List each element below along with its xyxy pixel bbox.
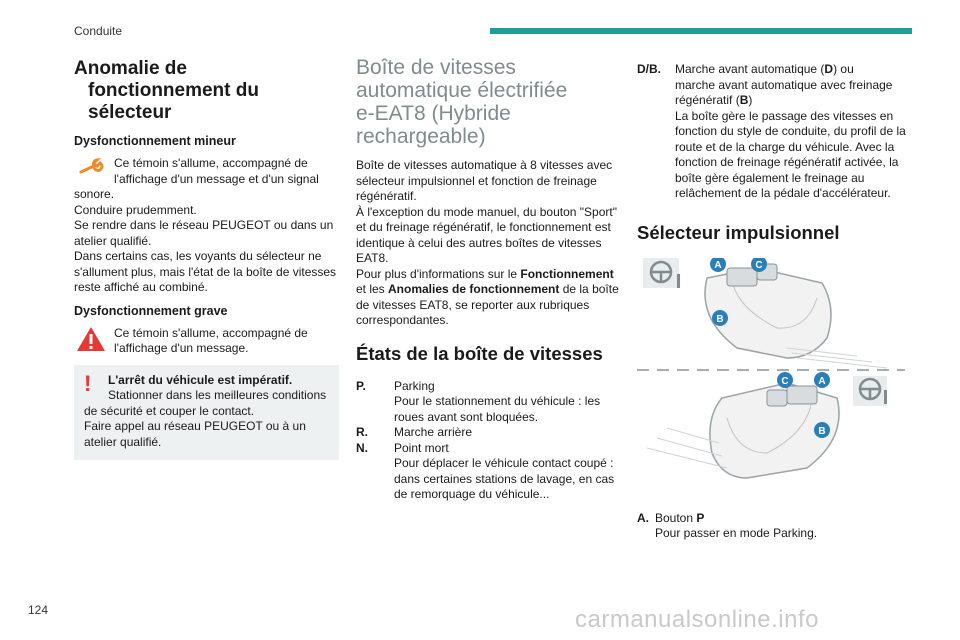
minor-fault-text: Ce témoin s'allume, accompagné de l'affichage d'un message et d'un signal	[114, 156, 319, 186]
column-3	[637, 62, 909, 542]
exclamation-icon: !	[84, 370, 92, 396]
page-number: 124	[28, 603, 49, 617]
states-title: États de la boîte de vitesses	[356, 342, 603, 364]
manual-note: À l'exception du mode manuel, du bouton "Sport" et du freinage régénératif, le fonctionnement est identique à celui des autres boîtes de vitesses EAT8.	[356, 204, 617, 265]
heading-line: Anomalie de	[74, 58, 187, 79]
notice-line: Faire appel au réseau PEUGEOT ou à un atelier qualifié.	[84, 419, 306, 449]
selector-diagram	[637, 258, 909, 498]
text: ) ou	[833, 62, 854, 76]
text: )	[748, 93, 753, 107]
minor-fault-line: Conduire prudemment.	[74, 202, 197, 217]
callout-b-bottom	[814, 422, 830, 438]
callout-c-bottom	[777, 372, 793, 388]
title-line: e-EAT8 (Hybride	[356, 102, 511, 125]
states-list	[356, 379, 620, 503]
item-desc: Pour passer en mode Parking.	[655, 526, 818, 540]
text-bold: P	[696, 510, 705, 525]
selector-illustration	[637, 258, 909, 503]
text-bold: B	[739, 93, 749, 107]
text: de la boîte de vitesses EAT8, se reporter aux rubriques correspondantes.	[356, 282, 619, 327]
state-label: Point mort	[394, 440, 449, 455]
text: Bouton	[655, 510, 697, 525]
warning-triangle-icon	[74, 326, 108, 352]
callout-b-top	[712, 310, 728, 326]
watermark: carmanualsonline.info	[575, 606, 819, 633]
heading-selector-anomaly	[74, 58, 339, 124]
text: Pour plus d'informations sur le	[356, 266, 521, 281]
db-line	[675, 62, 909, 78]
callout-a-bottom	[814, 372, 830, 388]
db-line	[675, 78, 909, 109]
callout-a-top-label: A	[714, 259, 722, 271]
selector-title: Sélecteur impulsionnel	[637, 221, 840, 243]
callout-c-bottom-label: C	[781, 375, 789, 387]
heading-line: sélecteur	[88, 102, 172, 123]
wrench-icon	[74, 156, 108, 182]
intro-paragraph: Boîte de vitesses automatique à 8 vitesses avec sélecteur impulsionnel et fonction de freinage régénératif.	[356, 158, 613, 203]
minor-fault-title: Dysfonctionnement mineur	[74, 134, 236, 148]
state-desc: Pour le stationnement du véhicule : les roues avant sont bloquées.	[394, 394, 601, 424]
title-line: rechargeable)	[356, 125, 486, 148]
steering-wheel-icon-left	[643, 258, 680, 288]
callout-c-top-label: C	[755, 259, 763, 271]
minor-fault-row	[74, 156, 339, 187]
state-label: Marche arrière	[394, 425, 473, 439]
callout-b-top-label: B	[716, 313, 724, 325]
minor-fault-line: Dans certains cas, les voyants du sélecteur ne s'allument plus, mais l'état de la boîte de vitesses reste affiché au combiné.	[74, 249, 337, 294]
state-key: D/B.	[637, 62, 661, 76]
more-info	[356, 267, 620, 329]
db-desc: La boîte gère le passage des vitesses en fonction du style de conduite, du profil de la route et de la charge du véhicule. Avec la fonction de freinage régénératif activée, la boîte gère également le freinage au relâchement de la pédale d'accélérateur.	[675, 108, 906, 200]
major-fault-row	[74, 326, 339, 357]
steering-wheel-icon-right	[853, 376, 887, 406]
text-bold: D	[824, 62, 834, 76]
notice-line: de sécurité et couper le contact.	[84, 403, 255, 418]
state-key: P.	[356, 378, 366, 393]
heading-line: fonctionnement du	[88, 80, 259, 101]
title-line: automatique électrifiée	[356, 79, 568, 102]
text-bold: Fonctionnement	[520, 266, 614, 281]
major-fault-text: Ce témoin s'allume, accompagné de l'affichage d'un message.	[114, 325, 308, 355]
section-title	[356, 56, 620, 148]
text: marche avant automatique avec freinage régénératif (	[675, 77, 893, 107]
callout-b-bottom-label: B	[818, 425, 826, 437]
column-2	[356, 56, 620, 503]
state-desc: Pour déplacer le véhicule contact coupé : dans certaines stations de lavage, en cas de remorquage du véhicule...	[394, 456, 615, 501]
minor-fault-line: Se rendre dans le réseau PEUGEOT ou dans un atelier qualifié.	[74, 218, 334, 248]
state-item	[356, 379, 620, 426]
state-item	[356, 425, 620, 441]
item-label	[655, 511, 909, 527]
header-accent-bar	[490, 28, 912, 34]
notice-line: Stationner dans les meilleures conditions	[108, 388, 327, 402]
major-fault-title: Dysfonctionnement grave	[74, 303, 228, 318]
item-key: A.	[637, 510, 649, 525]
running-header: Conduite	[74, 24, 123, 38]
column-1	[74, 58, 339, 460]
db-item	[637, 62, 909, 202]
text: et les	[356, 282, 389, 296]
notice-bold: L'arrêt du véhicule est impératif.	[108, 372, 293, 387]
callout-a-top	[710, 258, 726, 272]
state-label: Parking	[394, 378, 435, 393]
state-key: R.	[356, 425, 368, 439]
callout-a-bottom-label: A	[818, 375, 826, 387]
minor-fault-line: sonore.	[74, 187, 115, 201]
button-a-item	[637, 511, 909, 542]
state-key: N.	[356, 440, 368, 455]
warning-notice	[74, 365, 339, 461]
title-line: Boîte de vitesses	[356, 56, 516, 79]
text-bold: Anomalies de fonctionnement	[388, 282, 560, 296]
state-item	[356, 441, 620, 503]
text: Marche avant automatique (	[675, 62, 825, 76]
